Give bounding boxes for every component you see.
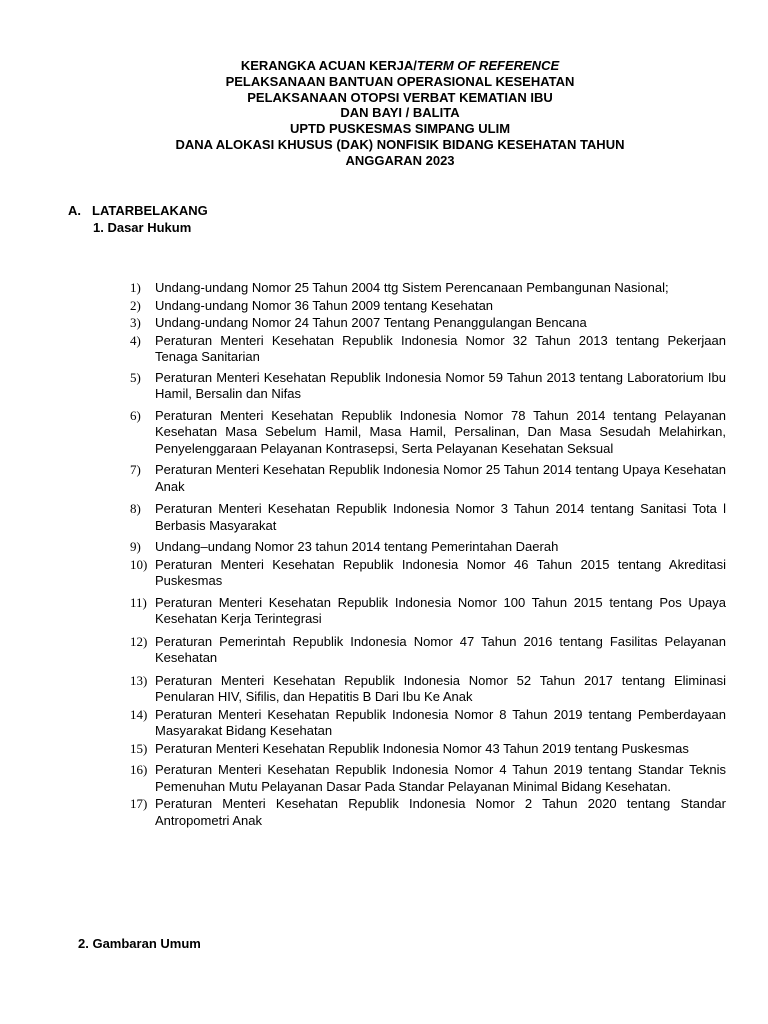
list-item <box>130 408 726 458</box>
list-item <box>130 539 726 556</box>
list-item <box>130 634 726 667</box>
list-item <box>130 462 726 495</box>
title-line: PELAKSANAAN BANTUAN OPERASIONAL KESEHATAN <box>225 73 575 89</box>
list-item-text: Peraturan Menteri Kesehatan Republik Indonesia Nomor 100 Tahun 2015 tentang Pos Upaya Kesehatan Kerja Terintegrasi <box>155 594 726 626</box>
list-item <box>130 280 726 297</box>
list-item-number: 11) <box>130 594 147 610</box>
list-item <box>130 501 726 534</box>
section-title: LATARBELAKANG <box>92 203 208 218</box>
list-item-text: Undang-undang Nomor 25 Tahun 2004 ttg Sistem Perencanaan Pembangunan Nasional; <box>155 280 669 295</box>
list-item-text: Peraturan Menteri Kesehatan Republik Indonesia Nomor 25 Tahun 2014 tentang Upaya Kesehatan Anak <box>155 462 726 494</box>
list-item-text: Peraturan Menteri Kesehatan Republik Indonesia Nomor 2 Tahun 2020 tentang Standar Antropometri Anak <box>155 796 726 828</box>
list-item-text: Peraturan Menteri Kesehatan Republik Indonesia Nomor 46 Tahun 2015 tentang Akreditasi Puskesmas <box>155 556 726 588</box>
list-item <box>130 315 726 332</box>
document-title <box>0 58 768 169</box>
list-item-number: 15) <box>130 740 148 756</box>
list-item-text: Peraturan Menteri Kesehatan Republik Indonesia Nomor 4 Tahun 2019 tentang Standar Teknis Pemenuhan Mutu Pelayanan Dasar Pada Standar Pelayanan Minimal Bidang Kesehatan. <box>155 762 726 794</box>
list-item <box>130 333 726 366</box>
subsection-heading-dasar-hukum: 1. Dasar Hukum <box>93 220 192 235</box>
list-item <box>130 741 726 758</box>
list-item-text: Peraturan Menteri Kesehatan Republik Indonesia Nomor 59 Tahun 2013 tentang Laboratorium Ibu Hamil, Bersalin dan Nifas <box>155 369 726 401</box>
list-item-text: Peraturan Menteri Kesehatan Republik Indonesia Nomor 8 Tahun 2019 tentang Pemberdayaan Masyarakat Bidang Kesehatan <box>155 706 726 738</box>
title-line: PELAKSANAAN OTOPSI VERBAT KEMATIAN IBU <box>247 89 553 105</box>
list-item-text: Peraturan Pemerintah Republik Indonesia Nomor 47 Tahun 2016 tentang Fasilitas Pelayanan Kesehatan <box>155 633 726 665</box>
title-line: UPTD PUSKESMAS SIMPANG ULIM <box>289 121 511 137</box>
list-item-number: 5) <box>130 369 141 385</box>
list-item-number: 1) <box>130 280 141 295</box>
list-item-number: 16) <box>130 762 148 777</box>
list-item <box>130 370 726 403</box>
list-item <box>130 673 726 706</box>
subsection-heading-gambaran-umum: 2. Gambaran Umum <box>78 936 201 951</box>
list-item-number: 17) <box>130 796 148 811</box>
list-item-number: 12) <box>130 633 148 649</box>
legal-basis-list <box>130 280 726 829</box>
list-item-text: Undang-undang Nomor 36 Tahun 2009 tentang Kesehatan <box>155 297 494 313</box>
list-item-number: 10) <box>130 556 148 572</box>
list-item-number: 13) <box>130 672 148 688</box>
list-item <box>130 707 726 740</box>
list-item-text: Peraturan Menteri Kesehatan Republik Indonesia Nomor 43 Tahun 2019 tentang Puskesmas <box>155 740 689 756</box>
title-line: KERANGKA ACUAN KERJA/TERM OF REFERENCE <box>240 58 560 73</box>
section-heading-latarbelakang <box>68 203 208 218</box>
list-item <box>130 298 726 315</box>
list-item-text: Peraturan Menteri Kesehatan Republik Indonesia Nomor 32 Tahun 2013 tentang Pekerjaan Tenaga Sanitarian <box>155 332 726 364</box>
list-item-text: Undang–undang Nomor 23 tahun 2014 tentang Pemerintahan Daerah <box>155 539 559 554</box>
section-number: A. <box>68 203 81 218</box>
title-line: DANA ALOKASI KHUSUS (DAK) NONFISIK BIDANG KESEHATAN TAHUN <box>175 136 625 152</box>
list-item-number: 4) <box>130 332 141 348</box>
list-item-text: Peraturan Menteri Kesehatan Republik Indonesia Nomor 78 Tahun 2014 tentang Pelayanan Kesehatan Masa Sebelum Hamil, Masa Hamil, Persalinan, Dan Masa Sesudah Melahirkan, Penyelenggaraan Pelayanan Kontrasepsi, Serta Pelayanan Kesehatan Seksual <box>155 407 726 456</box>
list-item-text: Undang-undang Nomor 24 Tahun 2007 Tentang Penanggulangan Bencana <box>155 315 587 330</box>
list-item-number: 6) <box>130 407 141 423</box>
list-item-number: 2) <box>130 297 141 313</box>
list-item <box>130 796 726 829</box>
list-item-number: 8) <box>130 501 141 516</box>
list-item-text: Peraturan Menteri Kesehatan Republik Indonesia Nomor 52 Tahun 2017 tentang Eliminasi Penularan HIV, Sifilis, dan Hepatitis B Dari Ibu Ke Anak <box>155 672 726 704</box>
list-item <box>130 762 726 795</box>
list-item-number: 14) <box>130 706 148 722</box>
list-item-number: 9) <box>130 539 141 554</box>
list-item <box>130 557 726 590</box>
title-line: DAN BAYI / BALITA <box>340 105 460 121</box>
list-item-number: 3) <box>130 315 141 330</box>
title-line: ANGGARAN 2023 <box>345 152 455 168</box>
list-item <box>130 595 726 628</box>
list-item-text: Peraturan Menteri Kesehatan Republik Indonesia Nomor 3 Tahun 2014 tentang Sanitasi Tota l Berbasis Masyarakat <box>155 501 726 533</box>
list-item-number: 7) <box>130 462 141 477</box>
